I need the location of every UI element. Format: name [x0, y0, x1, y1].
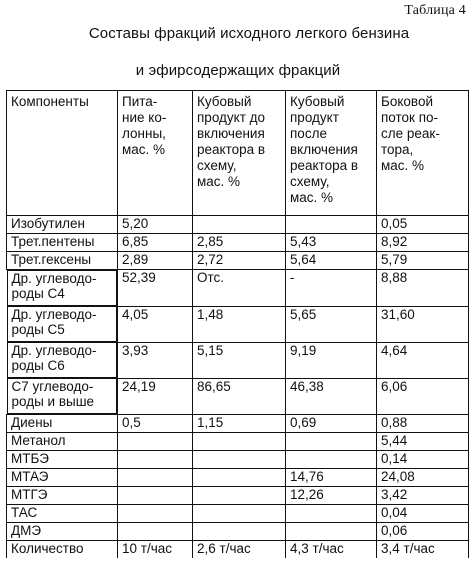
feed-cell: [118, 451, 193, 469]
bottoms-after-cell: -: [286, 270, 377, 307]
column-header-bottoms-after: Кубовый продукт после включения реактора в схему, мас. %: [286, 91, 377, 216]
bottoms-after-cell: 14,76: [286, 469, 377, 487]
table-row: [7, 234, 469, 252]
bottoms-after-cell: 4,3 т/час: [286, 541, 377, 559]
bottoms-after-cell: 5,64: [286, 252, 377, 270]
feed-cell: 10 т/час: [118, 541, 193, 559]
table-title-line-1: Составы фракций исходного легкого бензина: [88, 25, 410, 42]
table-row: [7, 451, 469, 469]
side-stream-cell: 0,06: [377, 523, 469, 541]
side-stream-cell: 24,08: [377, 469, 469, 487]
bottoms-before-cell: [193, 487, 286, 505]
table-row: [7, 523, 469, 541]
feed-cell: 4,05: [118, 306, 193, 342]
feed-cell: 52,39: [118, 270, 193, 307]
component-cell: МТГЭ: [7, 487, 118, 505]
table-row: [7, 505, 469, 523]
table-row: [7, 378, 469, 415]
feed-cell: 2,89: [118, 252, 193, 270]
table-row: [7, 270, 469, 307]
table-body: [7, 216, 469, 559]
component-cell: Др. углеводо- роды С5: [7, 306, 118, 342]
feed-cell: 5,20: [118, 216, 193, 234]
side-stream-cell: 3,4 т/час: [377, 541, 469, 559]
bottoms-before-cell: 2,72: [193, 252, 286, 270]
bottoms-after-cell: [286, 451, 377, 469]
bottoms-after-cell: 46,38: [286, 378, 377, 415]
table-title-line-2: и эфирсодержащих фракций: [135, 62, 341, 79]
column-header-bottoms-before: Кубовый продукт до включения реактора в схему, мас. %: [193, 91, 286, 216]
bottoms-after-cell: 9,19: [286, 342, 377, 378]
side-stream-cell: 5,79: [377, 252, 469, 270]
bottoms-before-cell: 2,6 т/час: [193, 541, 286, 559]
table-row: [7, 487, 469, 505]
bottoms-before-cell: [193, 451, 286, 469]
bottoms-before-cell: 5,15: [193, 342, 286, 378]
composition-table: [6, 90, 469, 558]
component-cell: Трет.пентены: [7, 234, 118, 252]
side-stream-cell: 0,88: [377, 415, 469, 433]
side-stream-cell: 4,64: [377, 342, 469, 378]
side-stream-cell: 0,04: [377, 505, 469, 523]
component-cell: ТАС: [7, 505, 118, 523]
bottoms-before-cell: 86,65: [193, 378, 286, 415]
bottoms-before-cell: [193, 469, 286, 487]
bottoms-after-cell: 12,26: [286, 487, 377, 505]
bottoms-before-cell: 1,15: [193, 415, 286, 433]
bottoms-before-cell: [193, 216, 286, 234]
table-row: [7, 469, 469, 487]
table-row: [7, 342, 469, 378]
table-number: Таблица 4: [404, 3, 466, 18]
column-header-feed: Пита- ние ко- лонны, мас. %: [118, 91, 193, 216]
side-stream-cell: 5,44: [377, 433, 469, 451]
component-cell: ДМЭ: [7, 523, 118, 541]
bottoms-after-cell: [286, 216, 377, 234]
feed-cell: [118, 469, 193, 487]
column-header-components: Компоненты: [7, 91, 118, 216]
bottoms-after-cell: 5,43: [286, 234, 377, 252]
component-cell: Трет.гексены: [7, 252, 118, 270]
bottoms-after-cell: [286, 505, 377, 523]
side-stream-cell: 0,14: [377, 451, 469, 469]
bottoms-after-cell: [286, 523, 377, 541]
feed-cell: [118, 523, 193, 541]
bottoms-before-cell: [193, 433, 286, 451]
side-stream-cell: 3,42: [377, 487, 469, 505]
component-cell: Метанол: [7, 433, 118, 451]
feed-cell: 3,93: [118, 342, 193, 378]
side-stream-cell: 8,92: [377, 234, 469, 252]
component-cell: Др. углеводо- роды С6: [7, 342, 118, 378]
bottoms-before-cell: [193, 523, 286, 541]
component-cell: Диены: [7, 415, 118, 433]
bottoms-before-cell: Отс.: [193, 270, 286, 307]
side-stream-cell: 6,06: [377, 378, 469, 415]
feed-cell: [118, 505, 193, 523]
component-cell: Др. углеводо- роды С4: [7, 270, 118, 306]
side-stream-cell: 0,05: [377, 216, 469, 234]
table-row: [7, 216, 469, 234]
table-row: [7, 415, 469, 433]
component-cell: МТБЭ: [7, 451, 118, 469]
table-row: [7, 433, 469, 451]
bottoms-after-cell: 0,69: [286, 415, 377, 433]
table-row-total: [7, 541, 469, 559]
side-stream-cell: 8,88: [377, 270, 469, 307]
feed-cell: [118, 487, 193, 505]
feed-cell: [118, 433, 193, 451]
component-cell: Количество: [7, 541, 118, 559]
component-cell: МТАЭ: [7, 469, 118, 487]
table-row: [7, 306, 469, 342]
side-stream-cell: 31,60: [377, 306, 469, 342]
bottoms-after-cell: 5,65: [286, 306, 377, 342]
feed-cell: 6,85: [118, 234, 193, 252]
table-row: [7, 252, 469, 270]
bottoms-before-cell: 2,85: [193, 234, 286, 252]
bottoms-before-cell: 1,48: [193, 306, 286, 342]
bottoms-before-cell: [193, 505, 286, 523]
column-header-side-stream: Боковой поток по- сле реак- тора, мас. %: [377, 91, 469, 216]
feed-cell: 0,5: [118, 415, 193, 433]
bottoms-after-cell: [286, 433, 377, 451]
component-cell: Изобутилен: [7, 216, 118, 234]
feed-cell: 24,19: [118, 378, 193, 415]
table-header-row: [7, 91, 469, 216]
component-cell: С7 углеводо- роды и выше: [7, 378, 118, 414]
